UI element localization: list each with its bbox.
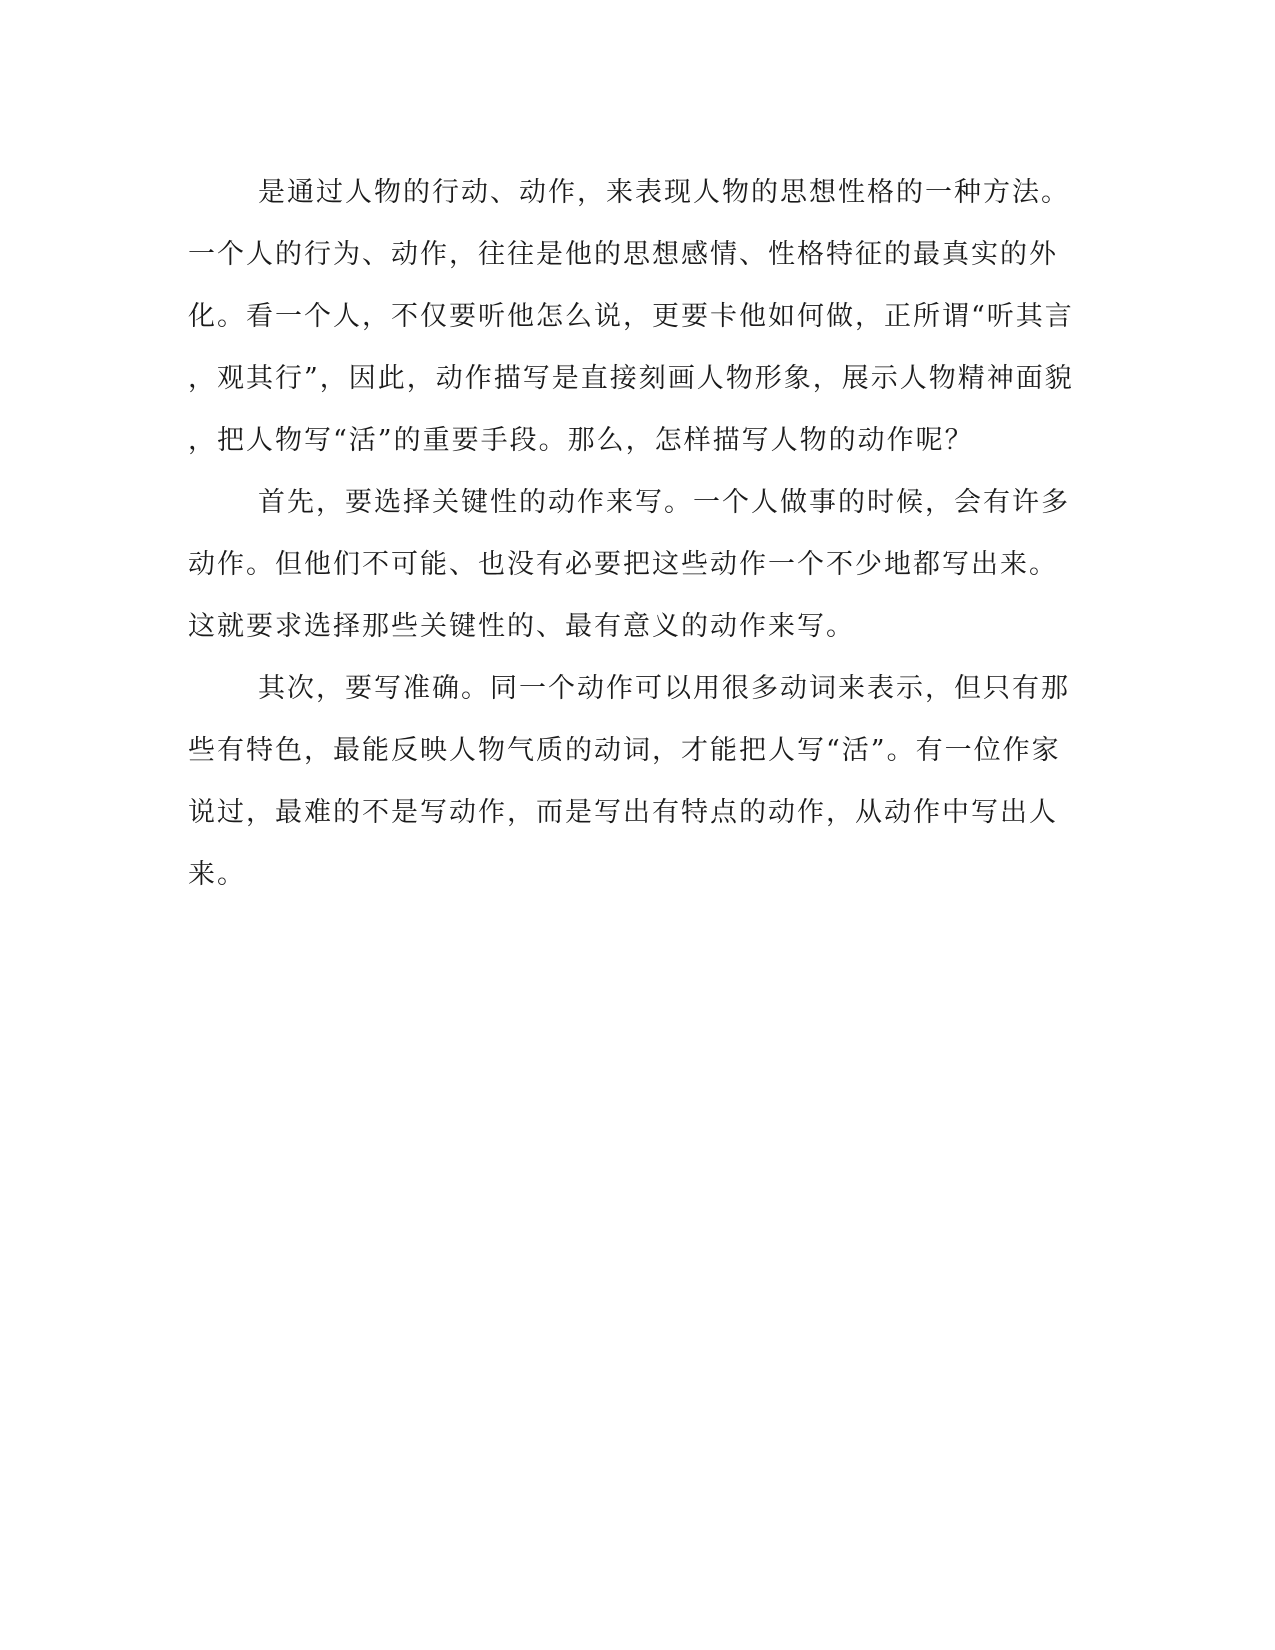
text-line: 动作。但他们不可能、也没有必要把这些动作一个不少地都写出来。 xyxy=(188,549,1058,580)
text-line: ，观其行”，因此，动作描写是直接刻画人物形象，展示人物精神面貌 xyxy=(188,363,1074,394)
text-line: 些有特色，最能反映人物气质的动词，才能把人写“活”。有一位作家 xyxy=(188,735,1061,766)
text-line: 化。看一个人，不仅要听他怎么说，更要卡他如何做，正所谓“听其言 xyxy=(188,301,1074,332)
text-line: 其次，要写准确。同一个动作可以用很多动词来表示，但只有那 xyxy=(258,673,1070,704)
text-line: 说过，最难的不是写动作，而是写出有特点的动作，从动作中写出人 xyxy=(188,797,1058,828)
text-line: 是通过人物的行动、动作，来表现人物的思想性格的一种方法。 xyxy=(258,177,1070,208)
text-line: 来。 xyxy=(188,859,246,890)
document-body xyxy=(188,162,1074,906)
text-line: 首先，要选择关键性的动作来写。一个人做事的时候，会有许多 xyxy=(258,487,1070,518)
text-line: 这就要求选择那些关键性的、最有意义的动作来写。 xyxy=(188,611,855,642)
text-line: 一个人的行为、动作，往往是他的思想感情、性格特征的最真实的外 xyxy=(188,239,1058,270)
text-line: ，把人物写“活”的重要手段。那么，怎样描写人物的动作呢？ xyxy=(188,425,974,456)
paragraph-3 xyxy=(188,658,1068,906)
paragraph-1 xyxy=(188,162,1074,472)
paragraph-2 xyxy=(188,472,1068,658)
